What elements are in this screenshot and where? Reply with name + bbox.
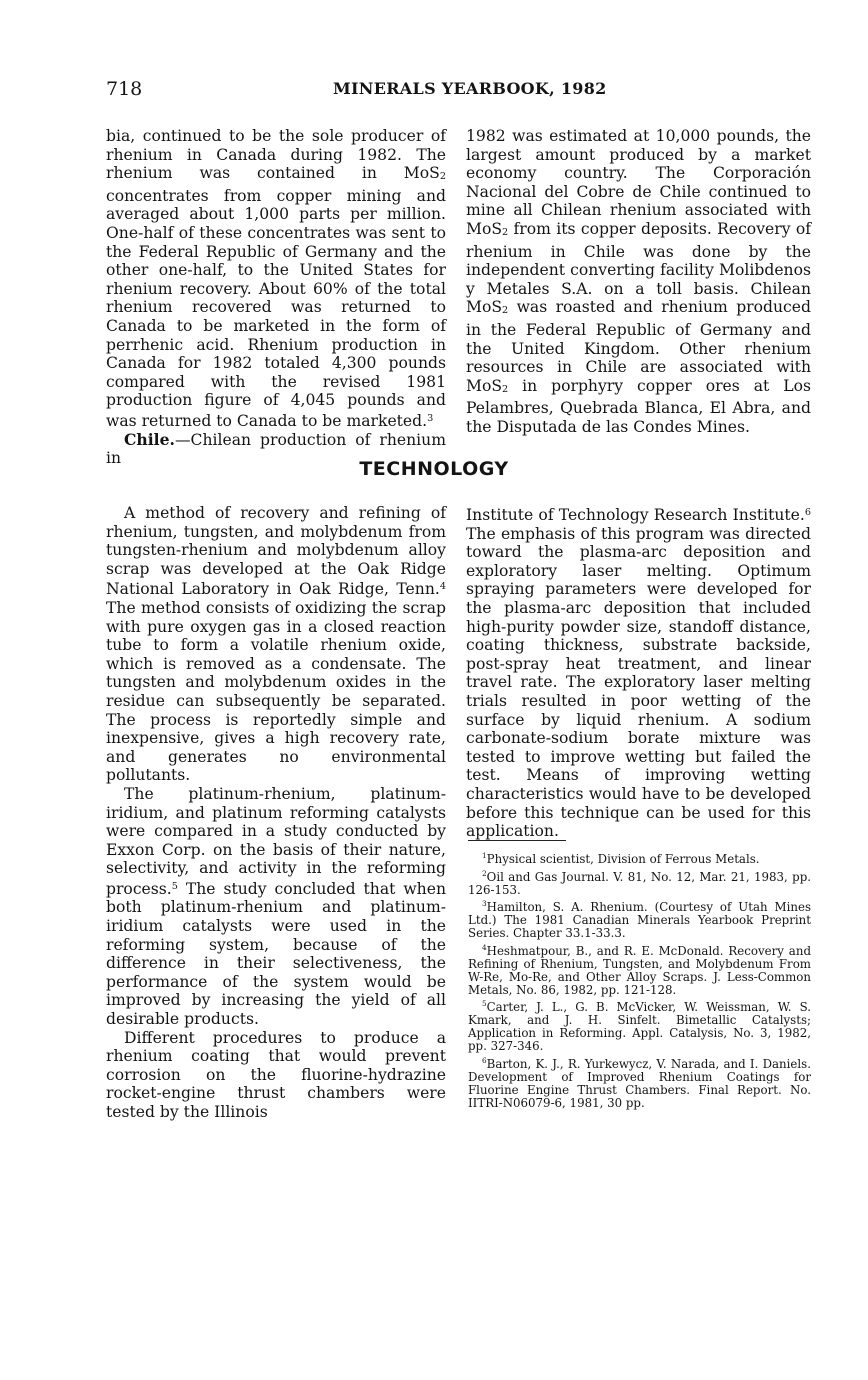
- paragraph-coating-continued: Institute of Technology Research Institute.$^6$ The emphasis of this program was directed toward the plasma-arc deposition and exploratory laser melting. Optimum spraying parameters were developed for the plasma-arc deposition that included high-purity powder size, standoff distance, coating thickness, substrate backside, post-spray heat treatment, and linear travel rate. The exploratory laser melting trials resulted in poor wetting of the surface by liquid rhenium. A sodium carbonate-sodium borate mixture was tested to improve wetting but failed the test. Means of improving wetting characteristics would have to be developed before this technique can be used for this application.: [466, 506, 811, 841]
- footnote: $^1$Physical scientist, Division of Ferrous Metals.: [482, 851, 760, 866]
- paragraph-canada-rhenium: bia, continued to be the sole producer of rhenium in Canada during 1982. The rhenium was contained in MoS$_2$ concentrates from copper mining and averaged about 1,000 parts per million. One-half of these concentrates was sent to the Federal Republic of Germany and the other one-half, to the United States for rhenium recovery. About 60% of the total rhenium recovered was returned to Canada to be marketed in the form of perrhenic acid. Rhenium production in Canada for 1982 totaled 4,300 pounds compared with the revised 1981 production figure of 4,045 pounds and was returned to Canada to be marketed.$^3$: [106, 127, 446, 430]
- footnote: $^2$Oil and Gas Journal. V. 81, No. 12, Mar. 21, 1983, pp. 126-153.: [468, 868, 811, 897]
- column-top-right: [466, 127, 811, 437]
- footnote-divider: [468, 840, 566, 841]
- paragraph-recovery-method: A method of recovery and refining of rhenium, tungsten, and molybdenum from tungsten-rhenium and molybdenum alloy scrap was developed at the Oak Ridge National Laboratory in Oak Ridge, Tenn.$^4$ The method consists of oxidizing the scrap with pure oxygen gas in a closed reaction tube to form a volatile rhenium oxide, which is removed as a condensate. The tungsten and molybdenum oxides in the residue can subsequently be separated. The process is reportedly simple and inexpensive, gives a high recovery rate, and generates no environmental pollutants.: [106, 504, 446, 785]
- footnote: $^4$Heshmatpour, B., and R. E. McDonald. Recovery and Refining of Rhenium, Tungsten, and Molybdenum From W-Re, Mo-Re, and Other Alloy Scraps. J. Less-Common Metals, No. 86, 1982, pp. 121-128.: [468, 942, 811, 997]
- running-head: MINERALS YEARBOOK, 1982: [333, 79, 607, 98]
- footnote-ref-6[interactable]: 6: [804, 507, 811, 518]
- paragraph-chile-continued: 1982 was estimated at 10,000 pounds, the largest amount produced by a market economy country. The Corporación Nacional del Cobre de Chile continued to mine all Chilean rhenium associated with MoS$_2$ from its copper deposits. Recovery of rhenium in Chile was done by the independent converting facility Molibdenos y Metales S.A. on a toll basis. Chilean MoS$_2$ was roasted and rhenium produced in the Federal Republic of Germany and the United Kingdom. Other rhenium resources in Chile are associated with MoS$_2$ in porphyry copper ores at Los Pelambres, Quebrada Blanca, El Abra, and the Disputada de las Condes Mines.: [466, 127, 811, 436]
- footnote-ref-4[interactable]: 4: [439, 581, 446, 593]
- footnote-ref-5[interactable]: 5: [171, 880, 178, 892]
- footnote: $^3$Hamilton, S. A. Rhenium. (Courtesy of Utah Mines Ltd.) The 1981 Canadian Minerals Yearbook Preprint Series. Chapter 33.1-33.3.: [468, 899, 811, 940]
- footnote: $^5$Carter, J. L., G. B. McVicker, W. Weissman, W. S. Kmark, and J. H. Sinfelt. Bimetallic Catalysts; Application in Reforming. Appl. Catalysis, No. 3, 1982, pp. 327-346.: [468, 999, 811, 1053]
- column-top-left: [106, 127, 446, 468]
- footnote: $^6$Barton, K. J., R. Yurkewycz, V. Narada, and I. Daniels. Development of Improved Rhenium Coatings for Fluorine Engine Thrust Chambers. Final Report. No. IITRI-N06079-6, 1981, 30 pp.: [468, 1055, 811, 1110]
- footnote-ref-3[interactable]: 3: [427, 412, 434, 424]
- column-bottom-right: [466, 504, 811, 841]
- run-in-heading-chile: Chile.: [124, 429, 175, 449]
- paragraph-catalysts: The platinum-rhenium, platinum-iridium, and platinum reforming catalysts were compared in a study conducted by Exxon Corp. on the basis of their nature, selectivity, and activity in the reforming process.$^5$ The study concluded that when both platinum-rhenium and platinum-iridium catalysts were used in the reforming system, because of the difference in their selectiveness, the performance of the system would be improved by increasing the yield of all desirable products.: [106, 784, 446, 1029]
- page-number: 718: [106, 78, 143, 100]
- paragraph-coating: Different procedures to produce a rhenium coating that would prevent corrosion on the fluorine-hydrazine rocket-engine thrust chambers were tested by the Illinois: [106, 1028, 446, 1121]
- footnotes: [468, 849, 811, 1110]
- section-heading-technology: TECHNOLOGY: [359, 458, 509, 480]
- paragraph-chile-start: Chile.—Chilean production of rhenium in: [106, 429, 446, 468]
- column-bottom-left: [106, 504, 446, 1122]
